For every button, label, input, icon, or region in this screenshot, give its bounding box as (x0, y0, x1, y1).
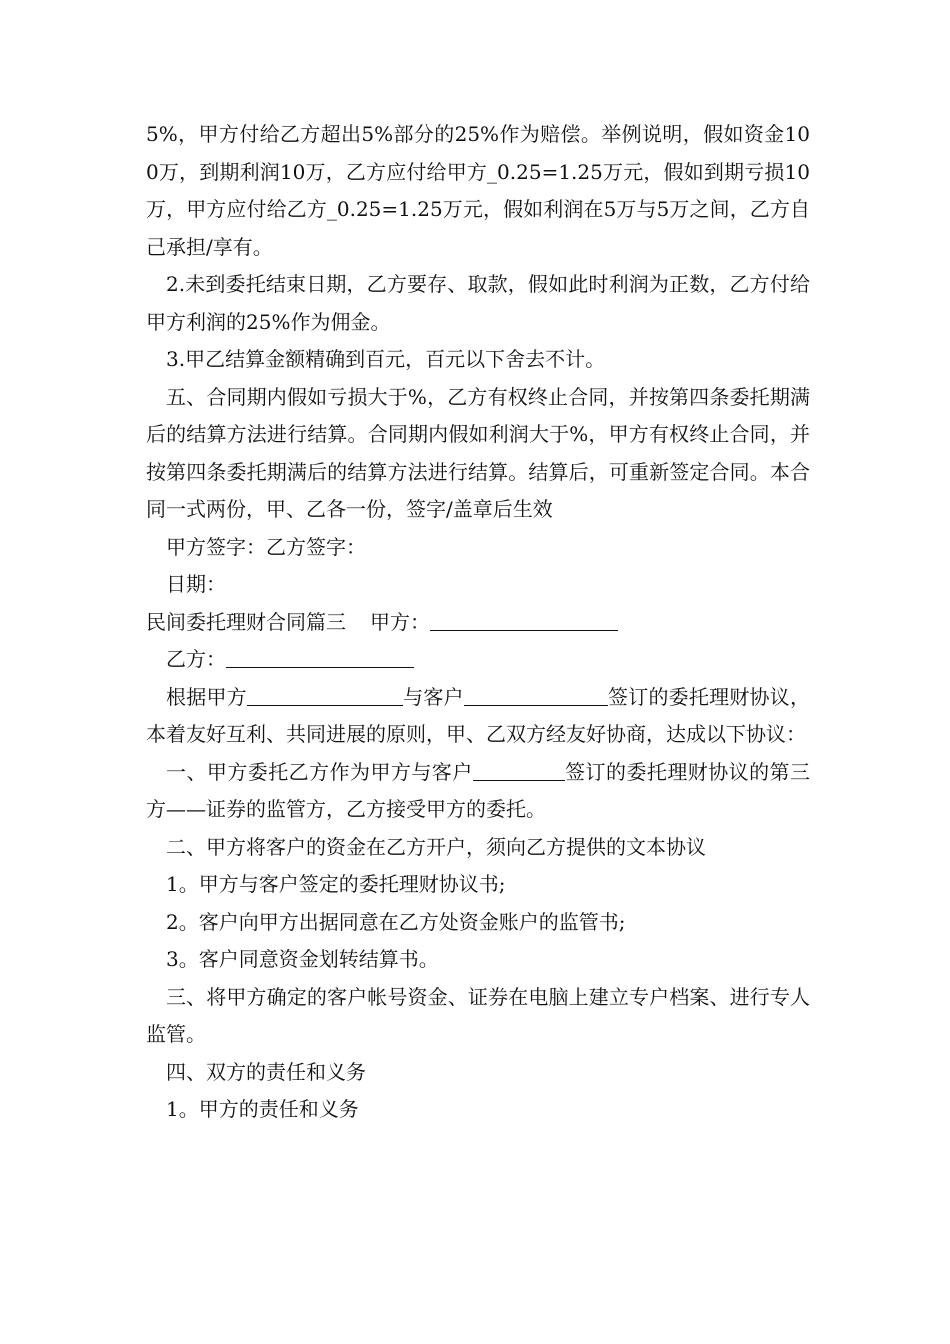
agreement-intro-suffix: 签订的委托理财协议，本着友好互利、共同进展的原则，甲、乙双方经友好协商，达成以下协议： (146, 684, 811, 746)
party-a-blank (430, 610, 618, 631)
clause-one (146, 754, 810, 829)
party-b-blank (226, 647, 414, 668)
agreement-intro (146, 679, 810, 754)
party-a-label: 甲方： (370, 609, 430, 634)
document-page (146, 116, 810, 1129)
signature-line: 甲方签字：乙方签字： (166, 534, 366, 559)
party-b-label: 乙方： (166, 647, 226, 671)
party-a-name-blank (247, 685, 403, 706)
clause-four-item-1: 1。甲方的责任和义务 (166, 1097, 359, 1121)
paragraph-clause-five: 五、合同期内假如亏损大于%，乙方有权终止合同，并按第四条委托期满后的结算方法进行结算。合同期内假如利润大于%，甲方有权终止合同，并按第四条委托期满后的结算方法进行结算。结算后，可重新签定合同。本合同一式两份，甲、乙各一份，签字/盖章后生效 (146, 384, 810, 521)
contract-title: 民间委托理财合同篇三 (146, 609, 346, 634)
client-name-blank (464, 685, 608, 706)
clause-two-item-3: 3。客户同意资金划转结算书。 (166, 947, 439, 971)
clause-one-prefix: 一、甲方委托乙方作为甲方与客户 (166, 759, 473, 784)
date-line: 日期： (166, 572, 226, 596)
paragraph-rounding: 3.甲乙结算金额精确到百元，百元以下舍去不计。 (166, 347, 606, 371)
clause-one-suffix: 签订的委托理财协议的第三方——证券的监管方，乙方接受甲方的委托。 (146, 759, 811, 821)
clause-three: 三、将甲方确定的客户帐号资金、证券在电脑上建立专户档案、进行专人监管。 (146, 984, 810, 1046)
agreement-intro-prefix: 根据甲方 (166, 684, 247, 709)
clause-one-client-blank (473, 760, 565, 781)
clause-two-item-2: 2。客户向甲方出据同意在乙方处资金账户的监管书; (166, 909, 626, 934)
agreement-intro-middle: 与客户 (402, 684, 464, 709)
paragraph-early-withdrawal: 2.未到委托结束日期，乙方要存、取款，假如此时利润为正数，乙方付给甲方利润的25%作为佣金。 (146, 272, 810, 334)
contract-title-line (146, 604, 810, 642)
clause-four-heading: 四、双方的责任和义务 (166, 1059, 366, 1084)
paragraph-compensation: 5%，甲方付给乙方超出5%部分的25%作为赔偿。举例说明，假如资金100万，到期利润10万，乙方应付给甲方_0.25=1.25万元，假如到期亏损10万，甲方应付给乙方_0.25=1.25万元，假如利润在5万与5万之间，乙方自己承担/享有。 (146, 122, 810, 259)
clause-two: 二、甲方将客户的资金在乙方开户，须向乙方提供的文本协议 (166, 834, 706, 859)
clause-two-item-1: 1。甲方与客户签定的委托理财协议书; (166, 872, 506, 896)
party-b-line (146, 641, 810, 679)
